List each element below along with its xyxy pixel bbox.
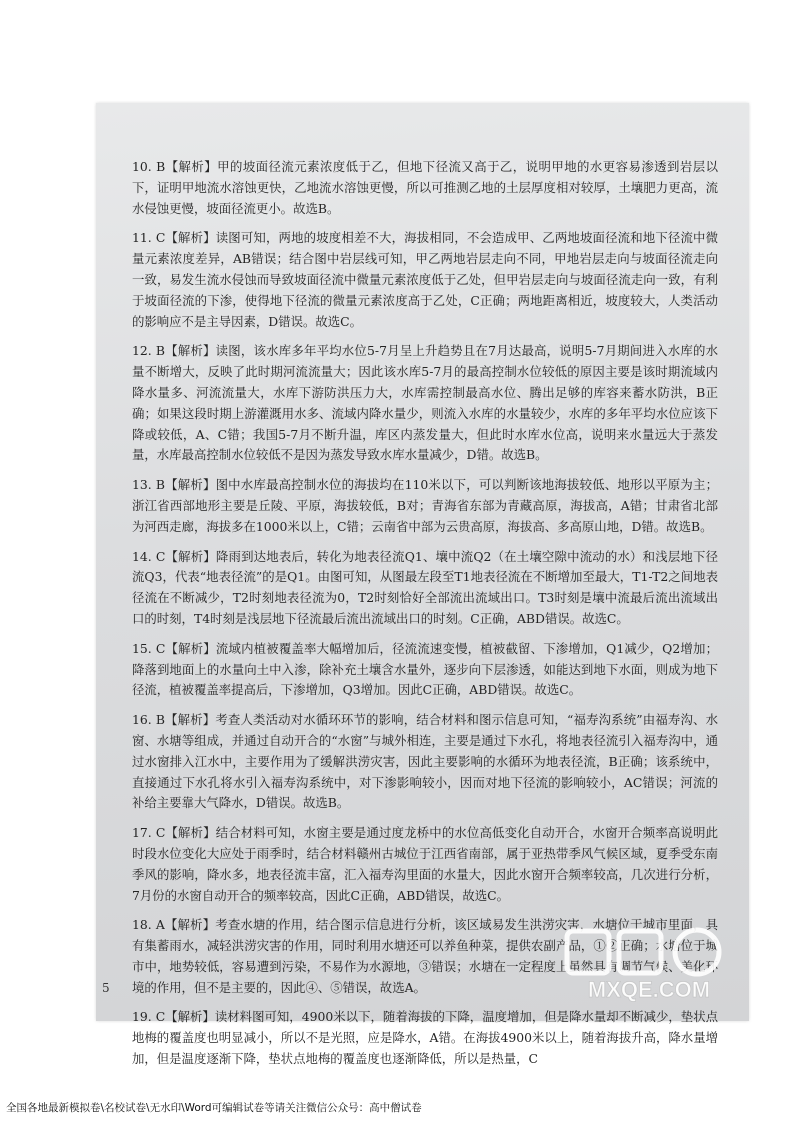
question-number: 15. — [132, 640, 152, 656]
question-number: 18. — [132, 917, 152, 933]
answer-item — [132, 710, 718, 814]
question-number: 10. — [132, 159, 152, 174]
document-page — [96, 103, 749, 1067]
answer-item — [132, 475, 718, 537]
explanation-text: C【解析】读图可知，两地的坡度相差不大，海拔相同，不会造成甲、乙两地坡面径流和地下径流中微量元素浓度差异，AB错误；结合图中岩层线可知，甲乙两地岩层走向不同，甲地岩层走向与坡面径流走向一致，易发生流水侵蚀而导致坡面径流中微量元素浓度低于乙处，但甲岩层走向与坡面径流走向一致，有利于坡面径流的下渗，使得地下径流的微量元素浓度高于乙处，C正确；两地距离相近，坡度较大，人类活动的影响应不是主导因素，D错误。故选C。 — [132, 230, 718, 329]
explanation-text: C【解析】流域内植被覆盖率大幅增加后，径流流速变慢，植被截留、下渗增加，Q1减少，Q2增加；降落到地面上的水量向土中入渗，除补充土壤含水量外，逐步向下层渗透，如能达到地下水面，则成为地下径流，植被覆盖率提高后，下渗增加，Q3增加。因此C正确，ABD错误。故选C。 — [132, 640, 718, 698]
question-number: 17. — [132, 825, 152, 841]
watermark-logo — [559, 925, 739, 1005]
footer-notice: 全国各地最新模拟卷\名校试卷\无水印\Word可编辑试卷等请关注微信公众号：高中僧试卷 — [6, 1102, 422, 1114]
explanation-text: B【解析】图中水库最高控制水位的海拔均在110米以下，可以判断该地海拔较低、地形以平原为主；浙江省西部地形主要是丘陵、平原，海拔较低，B对；青海省东部为青藏高原，海拔高，A错；甘肃省北部为河西走廊，海拔多在1000米以上，C错；云南省中部为云贵高原，海拔高、多高原山地，D错。故选B。 — [132, 477, 718, 534]
explanation-text: B【解析】考查人类活动对水循环环节的影响，结合材料和图示信息可知，“福寿沟系统”由福寿沟、水窗、水塘等组成，并通过自动开合的“水窗”与城外相连，主要是通过下水孔，将地表径流引入福寿沟中，通过水窗排入江水中，主要作用为了缓解洪涝灾害，因此主要影响的水循环为地表径流，B正确；该系统中，直接通过下水孔将水引入福寿沟系统中，对下渗影响较小，因而对地下径流的影响较小，AC错误；河流的补给主要靠大气降水，D错误。故选B。 — [132, 712, 718, 811]
answer-item — [132, 228, 718, 332]
answer-item — [132, 1007, 718, 1069]
explanation-text: B【解析】甲的坡面径流元素浓度低于乙，但地下径流又高于乙，说明甲地的水更容易渗透到岩层以下，证明甲地流水溶蚀更快，乙地流水溶蚀更慢，所以可推测乙地的土层厚度相对较厚，土壤肥力更高，流水侵蚀更慢，坡面径流更小。故选B。 — [132, 159, 718, 216]
explanation-text: B【解析】读图，该水库多年平均水位5-7月呈上升趋势且在7月达最高，说明5-7月期间进入水库的水量不断增大，反映了此时期河流流量大；因此该水库5-7月的最高控制水位较低的原因主要是该时期流域内降水量多、河流流量大，水库下游防洪压力大，水库需控制最高水位、腾出足够的库容来蓄水防洪，B正确；如果这段时期上游灌溉用水多、流域内降水量少，则流入水库的水量较少，水库的多年平均水位应该下降或较低，A、C错；我国5-7月不断升温，库区内蒸发量大，但此时水库水位高，说明来水量远大于蒸发量，水库最高控制水位较低不是因为蒸发导致水库水量减少，D错。故选B。 — [132, 343, 718, 463]
page-number: 5 — [102, 981, 110, 995]
answer-item — [132, 157, 718, 219]
question-number: 19. — [132, 1009, 152, 1025]
explanation-text: C【解析】结合材料可知，水窗主要是通过度龙桥中的水位高低变化自动开合，水窗开合频率高说明此时段水位变化大应处于雨季时，结合材料赣州古城位于江西省南部，属于亚热带季风气候区域，夏季受东南季风的影响，降水多，地表径流丰富，汇入福寿沟里面的水量大，因此水窗开合频率较高，几次进行分析，7月份的水窗自动开合的频率较高，因此C正确，ABD错误，故选C。 — [132, 825, 718, 903]
answer-item — [132, 547, 718, 630]
watermark-logo-url: MXQE.COM — [587, 977, 711, 1002]
question-number: 13. — [132, 477, 152, 493]
explanation-text: C【解析】读材料图可知，4900米以下，随着海拔的下降，温度增加，但是降水量却不断减少，垫状点地梅的覆盖度也明显减小，所以不是光照，应是降水，A错。在海拔4900米以上，随着海拔升高，降水量增加，但是温度逐渐下降，垫状点地梅的覆盖度也逐渐降低，所以是热量，C — [132, 1009, 718, 1067]
question-number: 11. — [132, 230, 152, 246]
question-number: 12. — [132, 343, 152, 359]
question-number: 16. — [132, 712, 152, 728]
answer-item — [132, 823, 718, 906]
explanation-text: A【解析】考查水塘的作用，结合图示信息进行分析，该区域易发生洪涝灾害，水塘位于城市里面，具有集蓄雨水，减轻洪涝灾害的作用，同时利用水塘还可以养鱼种菜，提供农副产品，①②正确；水塘位于城市中，地势较低，容易遭到污染，不易作为水源地，③错误；水塘在一定程度上虽然具有调节气候、美化环境的作用，但不是主要的，因此④、⑤错误，故选A。 — [132, 917, 718, 995]
answer-item — [132, 341, 718, 466]
question-number: 14. — [132, 548, 152, 564]
explanation-text: C【解析】降雨到达地表后，转化为地表径流Q1、壤中流Q2（在土壤空隙中流动的水）和浅层地下径流Q3，代表“地表径流”的是Q1。由图可知，从图最左段至T1地表径流在不断增加至最大，T1-T2之间地表径流在不断减少，T2时刻地表径流为0，T2时刻恰好全部流出流域出口。T3时刻是壤中流最后流出流域出口的时刻，T4时刻是浅层地下径流最后流出流域出口的时刻。C正确，ABD错误。故选C。 — [132, 548, 718, 626]
answer-item — [132, 639, 718, 701]
